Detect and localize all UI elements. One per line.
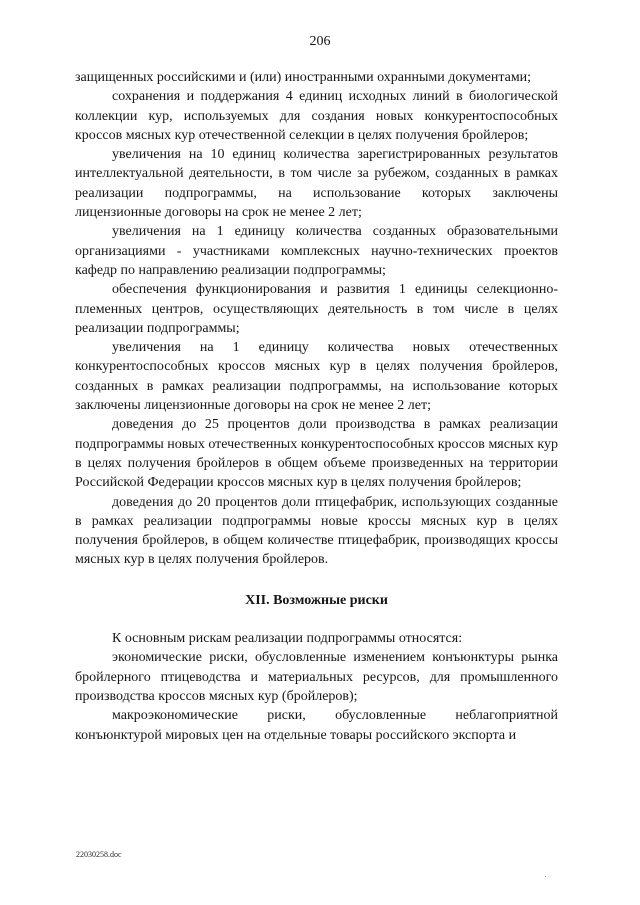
paragraph: экономические риски, обусловленные изменением конъюнктуры рынка бройлерного птицеводства и материальных ресурсов, для промышленного производства кроссов мясных кур (бройлеров); [75, 650, 558, 704]
paragraph-continuation: защищенных российскими и (или) иностранными охранными документами; [75, 70, 532, 85]
paragraph: увеличения на 10 единиц количества зарегистрированных результатов интеллектуальной деятельности, в том числе за рубежом, созданных в рамках реализации подпрограммы, на использование которых заключены лицензионные договоры на срок не менее 2 лет; [75, 147, 558, 221]
section-heading: XII. Возможные риски [245, 592, 388, 608]
document-body [75, 68, 558, 745]
paragraph: макроэкономические риски, обусловленные неблагоприятной конъюнктурой мировых цен на отдельные товары российского экспорта и [75, 708, 558, 743]
paragraph: увеличения на 1 единицу количества новых отечественных конкурентоспособных кроссов мясных кур в целях получения бройлеров, созданных в рамках реализации подпрограммы, на использование которых заключены лицензионные договоры на срок не менее 2 лет; [75, 340, 558, 414]
page-number: 206 [309, 34, 331, 49]
paragraph: увеличения на 1 единицу количества созданных образовательными организациями - участниками комплексных научно-технических проектов кафедр по направлению реализации подпрограммы; [75, 224, 558, 278]
scan-speck [545, 876, 546, 877]
paragraph: К основным рискам реализации подпрограммы относятся: [112, 631, 463, 647]
paragraph: сохранения и поддержания 4 единиц исходных линий в биологической коллекции кур, используемых для создания новых конкурентоспособных кроссов мясных кур отечественной селекции в целях получения бройлеров; [75, 89, 558, 143]
footer-file-code: 22030258.doc [76, 850, 122, 859]
paragraph: обеспечения функционирования и развития 1 единицы селекционно-племенных центров, осуществляющих деятельность в том числе в целях реализации подпрограммы; [75, 282, 558, 336]
paragraph: доведения до 20 процентов доли птицефабрик, использующих созданные в рамках реализации подпрограммы новые кроссы мясных кур в целях получения бройлеров, в общем количестве птицефабрик, производящих кроссы мясных кур в целях получения бройлеров. [75, 494, 558, 568]
paragraph: доведения до 25 процентов доли производства в рамках реализации подпрограммы новых отечественных конкурентоспособных кроссов мясных кур в целях получения бройлеров в общем объеме произведенных на территории Российской Федерации кроссов мясных кур в целях получения бройлеров; [75, 417, 558, 491]
